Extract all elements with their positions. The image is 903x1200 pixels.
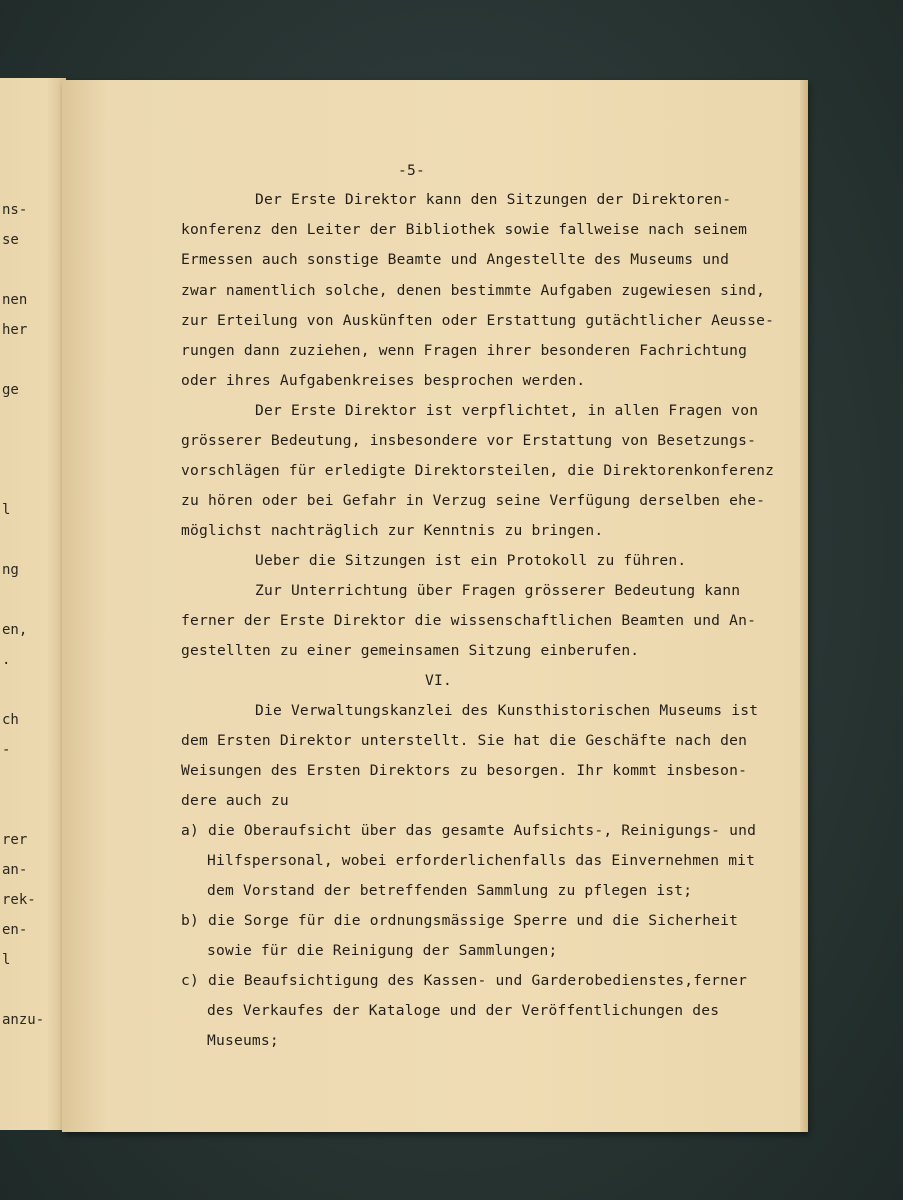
left-fragment: - [2,742,11,758]
left-fragment: en, [2,622,28,638]
left-fragment: ns- [2,202,28,218]
text-line: dem Ersten Direktor unterstellt. Sie hat die Geschäfte nach den [181,732,748,749]
text-line: möglichst nachträglich zur Kenntnis zu bringen. [181,522,604,539]
list-item-c: c) die Beaufsichtigung des Kassen- und Garderobedienstes,ferner [181,972,748,989]
left-fragment: l [2,502,11,518]
text-line: rungen dann zuziehen, wenn Fragen ihrer besonderen Fachrichtung [181,342,748,359]
text-line: Weisungen des Ersten Direktors zu besorgen. Ihr kommt insbeson- [181,762,748,779]
text-line: dem Vorstand der betreffenden Sammlung zu pflegen ist; [207,882,693,899]
text-line: Hilfspersonal, wobei erforderlichenfalls das Einvernehmen mit [207,852,756,869]
left-fragment: an- [2,862,28,878]
left-fragment: ng [2,562,19,578]
left-fragment: nen [2,292,28,308]
text-line: vorschlägen für erledigte Direktorsteilen, die Direktorenkonferenz [181,462,775,479]
text-line: Zur Unterrichtung über Fragen grösserer Bedeutung kann [255,582,741,599]
text-line: zwar namentlich solche, denen bestimmte Aufgaben zugewiesen sind, [181,282,766,299]
text-line: Die Verwaltungskanzlei des Kunsthistorischen Museums ist [255,702,759,719]
list-item-b: b) die Sorge für die ordnungsmässige Sperre und die Sicherheit [181,912,739,929]
text-line: sowie für die Reinigung der Sammlungen; [207,942,558,959]
text-line: Ueber die Sitzungen ist ein Protokoll zu führen. [255,552,687,569]
text-line: grösserer Bedeutung, insbesondere vor Erstattung von Besetzungs- [181,432,757,449]
text-line: konferenz den Leiter der Bibliothek sowie fallweise nach seinem [181,221,748,238]
left-fragment: rek- [2,892,36,908]
left-fragment: l [2,952,11,968]
section-heading: VI. [425,672,452,689]
text-line: oder ihres Aufgabenkreises besprochen werden. [181,372,586,389]
left-fragment: se [2,232,19,248]
left-page [0,78,66,1130]
text-line: Der Erste Direktor kann den Sitzungen der Direktoren- [255,191,732,208]
text-line: zu hören oder bei Gefahr in Verzug seine Verfügung derselben ehe- [181,492,766,509]
text-line: gestellten zu einer gemeinsamen Sitzung einberufen. [181,642,640,659]
left-fragment: her [2,322,28,338]
list-item-a: a) die Oberaufsicht über das gesamte Aufsichts-, Reinigungs- und [181,822,757,839]
text-line: dere auch zu [181,792,289,809]
text-line: Ermessen auch sonstige Beamte und Angestellte des Museums und [181,251,730,268]
left-fragment: anzu- [2,1012,45,1028]
text-line: des Verkaufes der Kataloge und der Veröffentlichungen des [207,1002,720,1019]
left-fragment: rer [2,832,28,848]
left-fragment: ch [2,712,19,728]
text-line: zur Erteilung von Auskünften oder Erstattung gutächtlicher Aeusse- [181,312,775,329]
page-edge [800,80,808,1132]
text-line: ferner der Erste Direktor die wissenschaftlichen Beamten und An- [181,612,757,629]
text-line: Museums; [207,1032,279,1049]
page-number: -5- [398,162,425,179]
left-fragment: en- [2,922,28,938]
text-line: Der Erste Direktor ist verpflichtet, in allen Fragen von [255,402,759,419]
left-fragment: . [2,652,11,668]
left-fragment: ge [2,382,19,398]
